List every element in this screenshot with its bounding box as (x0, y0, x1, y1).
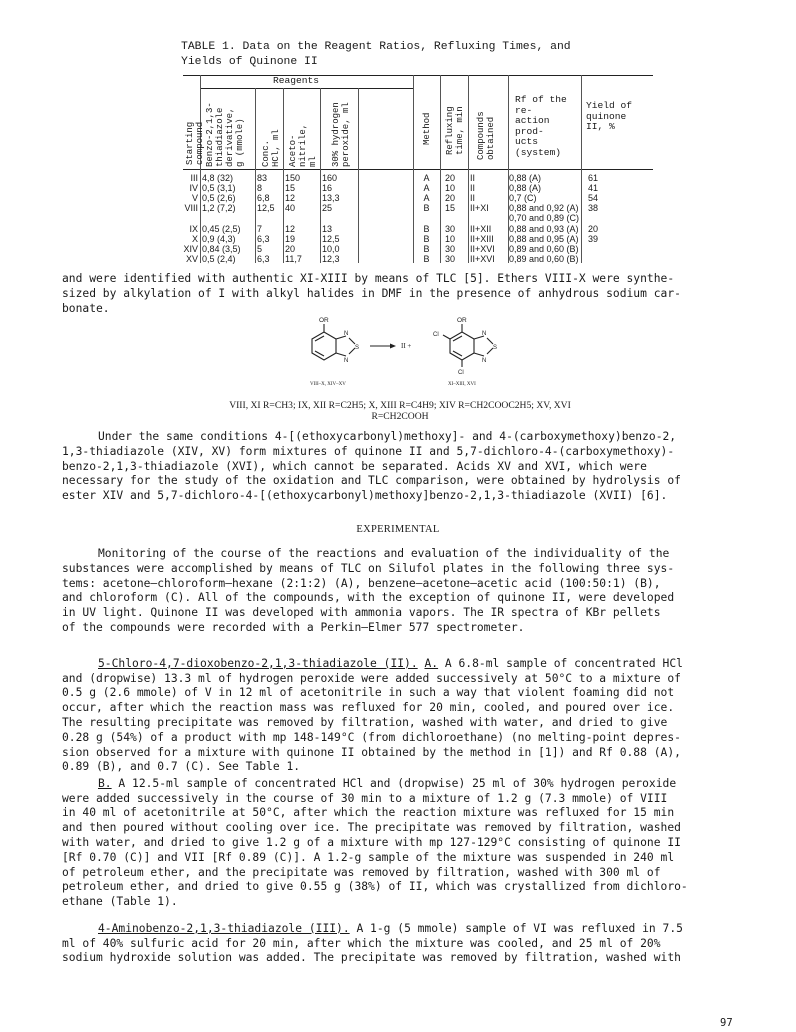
cell-yield: 38 (588, 203, 599, 213)
cell-hcl: 6,3 (257, 234, 270, 244)
cell-starting: V (191, 193, 198, 203)
header-benzo-derivative: Benzo-2,1,3- thiadiazole derivative, g (mmole) (205, 102, 245, 167)
paragraph-synthesis-b (62, 762, 762, 910)
page-number: 97 (720, 1017, 733, 1029)
header-starting-compound: Starting compound (185, 121, 205, 165)
cell-yield: 39 (588, 234, 599, 244)
cell-compounds: II+XVI (470, 244, 495, 254)
right-or-label: OR (457, 317, 467, 324)
cell-rf: 0,70 and 0,89 (C) (509, 213, 580, 223)
cell-hcl: 7 (257, 224, 263, 234)
left-s-bond (349, 338, 355, 344)
cell-time: 10 (445, 234, 456, 244)
cell-rf: 0,88 and 0,92 (A) (509, 203, 579, 213)
cell-yield: 20 (588, 224, 599, 234)
cell-peroxide: 16 (322, 183, 333, 193)
paragraph-text: A 1-g (5 mmole) sample of VI was refluxed in 7.5 (349, 921, 683, 935)
cell-starting: VIII (184, 203, 198, 213)
paragraph-synthesis-a (62, 642, 762, 775)
col-divider (255, 88, 256, 263)
cell-acetonitrile: 11,7 (285, 254, 302, 264)
cell-hcl: 8 (257, 183, 263, 193)
cell-starting: III (190, 173, 198, 183)
reagent-table (183, 75, 653, 263)
cell-benzo: 0,5 (2,6) (202, 193, 236, 203)
right-s-bond (487, 338, 493, 344)
cell-peroxide: 25 (322, 203, 333, 213)
substituent-legend: VIII, XI R=CH3; IX, XII R=C2H5; X, XIII R=C4H9; XIV R=CH2COOC2H5; XV, XVI R=CH2COOH (229, 400, 571, 422)
cell-method: A (423, 193, 430, 203)
cell-method: B (423, 234, 430, 244)
right-n-bottom: N (482, 358, 487, 364)
cell-compounds: II+XII (470, 224, 492, 234)
cell-rf: 0,88 and 0,95 (A) (509, 234, 579, 244)
cell-compounds: II+XI (470, 203, 489, 213)
cell-method: B (423, 224, 430, 234)
paragraph-mixtures: Under the same conditions 4-[(ethoxycarbonyl)methoxy]- and 4-(carboxymethoxy)benzo-2, 1,3-thiadiazole (XIV, XV) form mixtures of quinone II and 5,7-dichloro-4-(carboxymethoxy)- benzo-2,1,3-thiadiazole (XVI), which cannot be separated. Acids XV and XVI, which were necessary for the study of the oxidation and TLC comparison, were obtained by hydrolysis of ester XIV and 5,7-dichloro-4-[(ethoxycarbonyl)methoxy]benzo-2,1,3-thiadiazole (XVII) [6]. (62, 430, 681, 503)
right-n-top: N (482, 331, 487, 337)
header-refluxing-time: Refluxing time, min (445, 106, 465, 155)
cell-method: A (423, 173, 430, 183)
cell-time: 15 (445, 203, 456, 213)
table-top-rule (183, 75, 653, 76)
cell-peroxide: 12,3 (322, 254, 340, 264)
col-divider (358, 88, 359, 263)
paragraph-amino (62, 907, 762, 966)
cell-benzo: 0,84 (3,5) (202, 244, 241, 254)
cell-method: A (423, 183, 430, 193)
header-rf: Rf of the re- action prod- ucts (system) (515, 94, 567, 158)
cell-method: B (423, 203, 430, 213)
cell-peroxide: 12,5 (322, 234, 340, 244)
cell-benzo: 0,45 (2,5) (202, 224, 241, 234)
plus-quinone: II + (401, 342, 412, 350)
arrow-head (390, 344, 396, 349)
cell-acetonitrile: 12 (285, 193, 296, 203)
header-conc-hcl: Conc. HCl, ml (261, 129, 281, 167)
paragraph-ethers: and were identified with authentic XI-XIII by means of TLC [5]. Ethers VIII-X were synthe- sized by alkylation of I with alkyl halides in DMF in the presence of anhydrous sodium car- bonate. (62, 272, 681, 315)
left-n-top: N (344, 331, 349, 337)
cell-benzo: 0,5 (3,1) (202, 183, 236, 193)
paragraph-text: A 12.5-ml sample of concentrated HCl and (dropwise) 25 ml of 30% hydrogen peroxide (111, 776, 677, 790)
left-n-bottom: N (344, 358, 349, 364)
cell-rf: 0,88 and 0,93 (A) (509, 224, 579, 234)
cell-compounds: II+XVI (470, 254, 495, 264)
cell-peroxide: 160 (322, 173, 338, 183)
compound-heading: 4-Aminobenzo-2,1,3-thiadiazole (III). (98, 921, 350, 935)
cell-rf: 0,7 (C) (509, 193, 537, 203)
right-s-label: S (493, 345, 498, 351)
paragraph-text: were added successively in the course of 30 min to a mixture of 1.2 g (7.3 mmole) of VIII in 40 ml of acetonitrile at 50°C, after which the reaction mixture was refluxed for 15 min and then poured without cooling over ice. The precipitate was removed by filtration, washed with water, and dried to give 1.2 g of a mixture with mp 127-129°C consisting of quinone II [Rf 0.70 (C)] and VII [Rf 0.89 (C)]. A 1.2-g sample of the mixture was suspended in 240 ml of petroleum ether, and the precipitate was removed by filtration, washed with 300 ml of petroleum ether, and dried to give 0.55 g (38%) of II, which was crystallized from dichloro- ethane (Table 1). (62, 791, 688, 909)
cell-time: 20 (445, 173, 456, 183)
cell-acetonitrile: 15 (285, 183, 296, 193)
cell-rf: 0,89 and 0,60 (B) (509, 254, 579, 264)
cell-time: 30 (445, 254, 456, 264)
cell-peroxide: 13 (322, 224, 333, 234)
cell-benzo: 0,5 (2,4) (202, 254, 236, 264)
cell-rf: 0,88 (A) (509, 173, 542, 183)
cell-method: B (423, 254, 430, 264)
cell-yield: 54 (588, 193, 599, 203)
col-divider (581, 75, 582, 263)
left-or-label: OR (319, 317, 329, 324)
method-a-label: A. (424, 656, 439, 670)
cell-hcl: 83 (257, 173, 268, 183)
header-acetonitrile: Aceto- nitrile, ml (288, 123, 318, 167)
cell-rf: 0,89 and 0,60 (B) (509, 244, 579, 254)
cell-acetonitrile: 40 (285, 203, 296, 213)
cell-peroxide: 13,3 (322, 193, 340, 203)
cell-time: 10 (445, 183, 456, 193)
reaction-scheme (290, 315, 530, 387)
cell-rf: 0,88 (A) (509, 183, 542, 193)
header-hydrogen-peroxide: 30% hydrogen peroxide, ml (331, 102, 351, 167)
paragraph-text: ml of 40% sulfuric acid for 20 min, after which the mixture was cooled, and 25 ml of 20% sodium hydroxide solution was added. The precipitate was removed by filtration, washed with (62, 936, 681, 965)
right-compound-label: XI–XIII, XVI (448, 382, 476, 387)
header-rule (183, 169, 653, 170)
cell-hcl: 6,3 (257, 254, 270, 264)
reagents-header: Reagents (273, 75, 320, 86)
header-yield: Yield of quinone II, % (586, 100, 633, 132)
header-compounds-obtained: Compounds obtained (476, 111, 496, 160)
cell-compounds: II+XIII (470, 234, 494, 244)
left-s-label: S (355, 345, 360, 351)
cell-hcl: 12,5 (257, 203, 275, 213)
right-cl-bond-top (443, 335, 450, 339)
cell-time: 20 (445, 193, 456, 203)
col-divider (440, 75, 441, 263)
cell-yield: 41 (588, 183, 599, 193)
cell-hcl: 5 (257, 244, 263, 254)
cell-starting: IV (189, 183, 198, 193)
cell-time: 30 (445, 244, 456, 254)
cell-time: 30 (445, 224, 456, 234)
left-n-bond (336, 353, 346, 356)
table-caption: TABLE 1. Data on the Reagent Ratios, Refluxing Times, and Yields of Quinone II (181, 41, 571, 68)
cell-compounds: II (470, 193, 476, 203)
col-divider (320, 88, 321, 263)
cell-acetonitrile: 150 (285, 173, 301, 183)
header-method: Method (422, 112, 432, 145)
cell-compounds: II (470, 173, 476, 183)
cell-yield: 61 (588, 173, 599, 183)
col-divider (283, 88, 284, 263)
left-compound-label: VIII–X, XIV–XV (310, 382, 346, 387)
cell-method: B (423, 244, 430, 254)
cell-starting: IX (189, 224, 198, 234)
cell-starting: X (191, 234, 198, 244)
cell-benzo: 4,8 (32) (202, 173, 234, 183)
paragraph-monitoring: Monitoring of the course of the reactions and evaluation of the individuality of the substances were accomplished by means of TLC on Silufol plates in the following three sys- tems: acetone—chloroform—hexane (2:1:2) (A), benzene—acetone—acetic acid (100:50:1) (B), and chloroform (C). All of the compounds, with the exception of quinone II, were developed in UV light. Quinone II was developed with ammonia vapors. The IR spectra of KBr pellets of the compounds were recorded with a Perkin—Elmer 577 spectrometer. (62, 547, 675, 634)
left-structure (312, 324, 355, 360)
section-title-experimental: EXPERIMENTAL (356, 524, 440, 535)
cell-starting: XV (185, 254, 198, 264)
compound-heading: 5-Chloro-4,7-dioxobenzo-2,1,3-thiadiazole (II). (98, 656, 418, 670)
cell-acetonitrile: 20 (285, 244, 296, 254)
right-n-bond (474, 353, 484, 356)
cell-compounds: II (470, 183, 476, 193)
right-cl-top: Cl (433, 332, 439, 338)
paragraph-text: and (dropwise) 13.3 ml of hydrogen peroxide were added successively at 50°C to a mixture of 0.5 g (2.6 mmole) of V in 12 ml of acetonitrile in such a way that violent foaming did not occur, after which the reaction mass was refluxed for 20 min, cooled, and poured over ice. The resulting precipitate was removed by filtration, washed with water, and dried to give 0.28 g (54%) of a product with mp 148-149°C (from dichloroethane) (no melting-point depres- sion observed for a mixture with quinone II obtained by the method in [1]) and Rf 0.88 (A), 0.89 (B), and 0.7 (C). See Table 1. (62, 671, 681, 774)
paragraph-text: A 6.8-ml sample of concentrated HCl (438, 656, 683, 670)
col-divider (468, 75, 469, 263)
cell-peroxide: 10,0 (322, 244, 340, 254)
cell-acetonitrile: 12 (285, 224, 296, 234)
cell-acetonitrile: 19 (285, 234, 296, 244)
cell-starting: XIV (183, 244, 198, 254)
cell-benzo: 1,2 (7,2) (202, 203, 236, 213)
cell-hcl: 6,8 (257, 193, 270, 203)
cell-benzo: 0,9 (4,3) (202, 234, 236, 244)
right-cl-bottom: Cl (458, 370, 464, 376)
method-b-label: B. (98, 776, 112, 790)
